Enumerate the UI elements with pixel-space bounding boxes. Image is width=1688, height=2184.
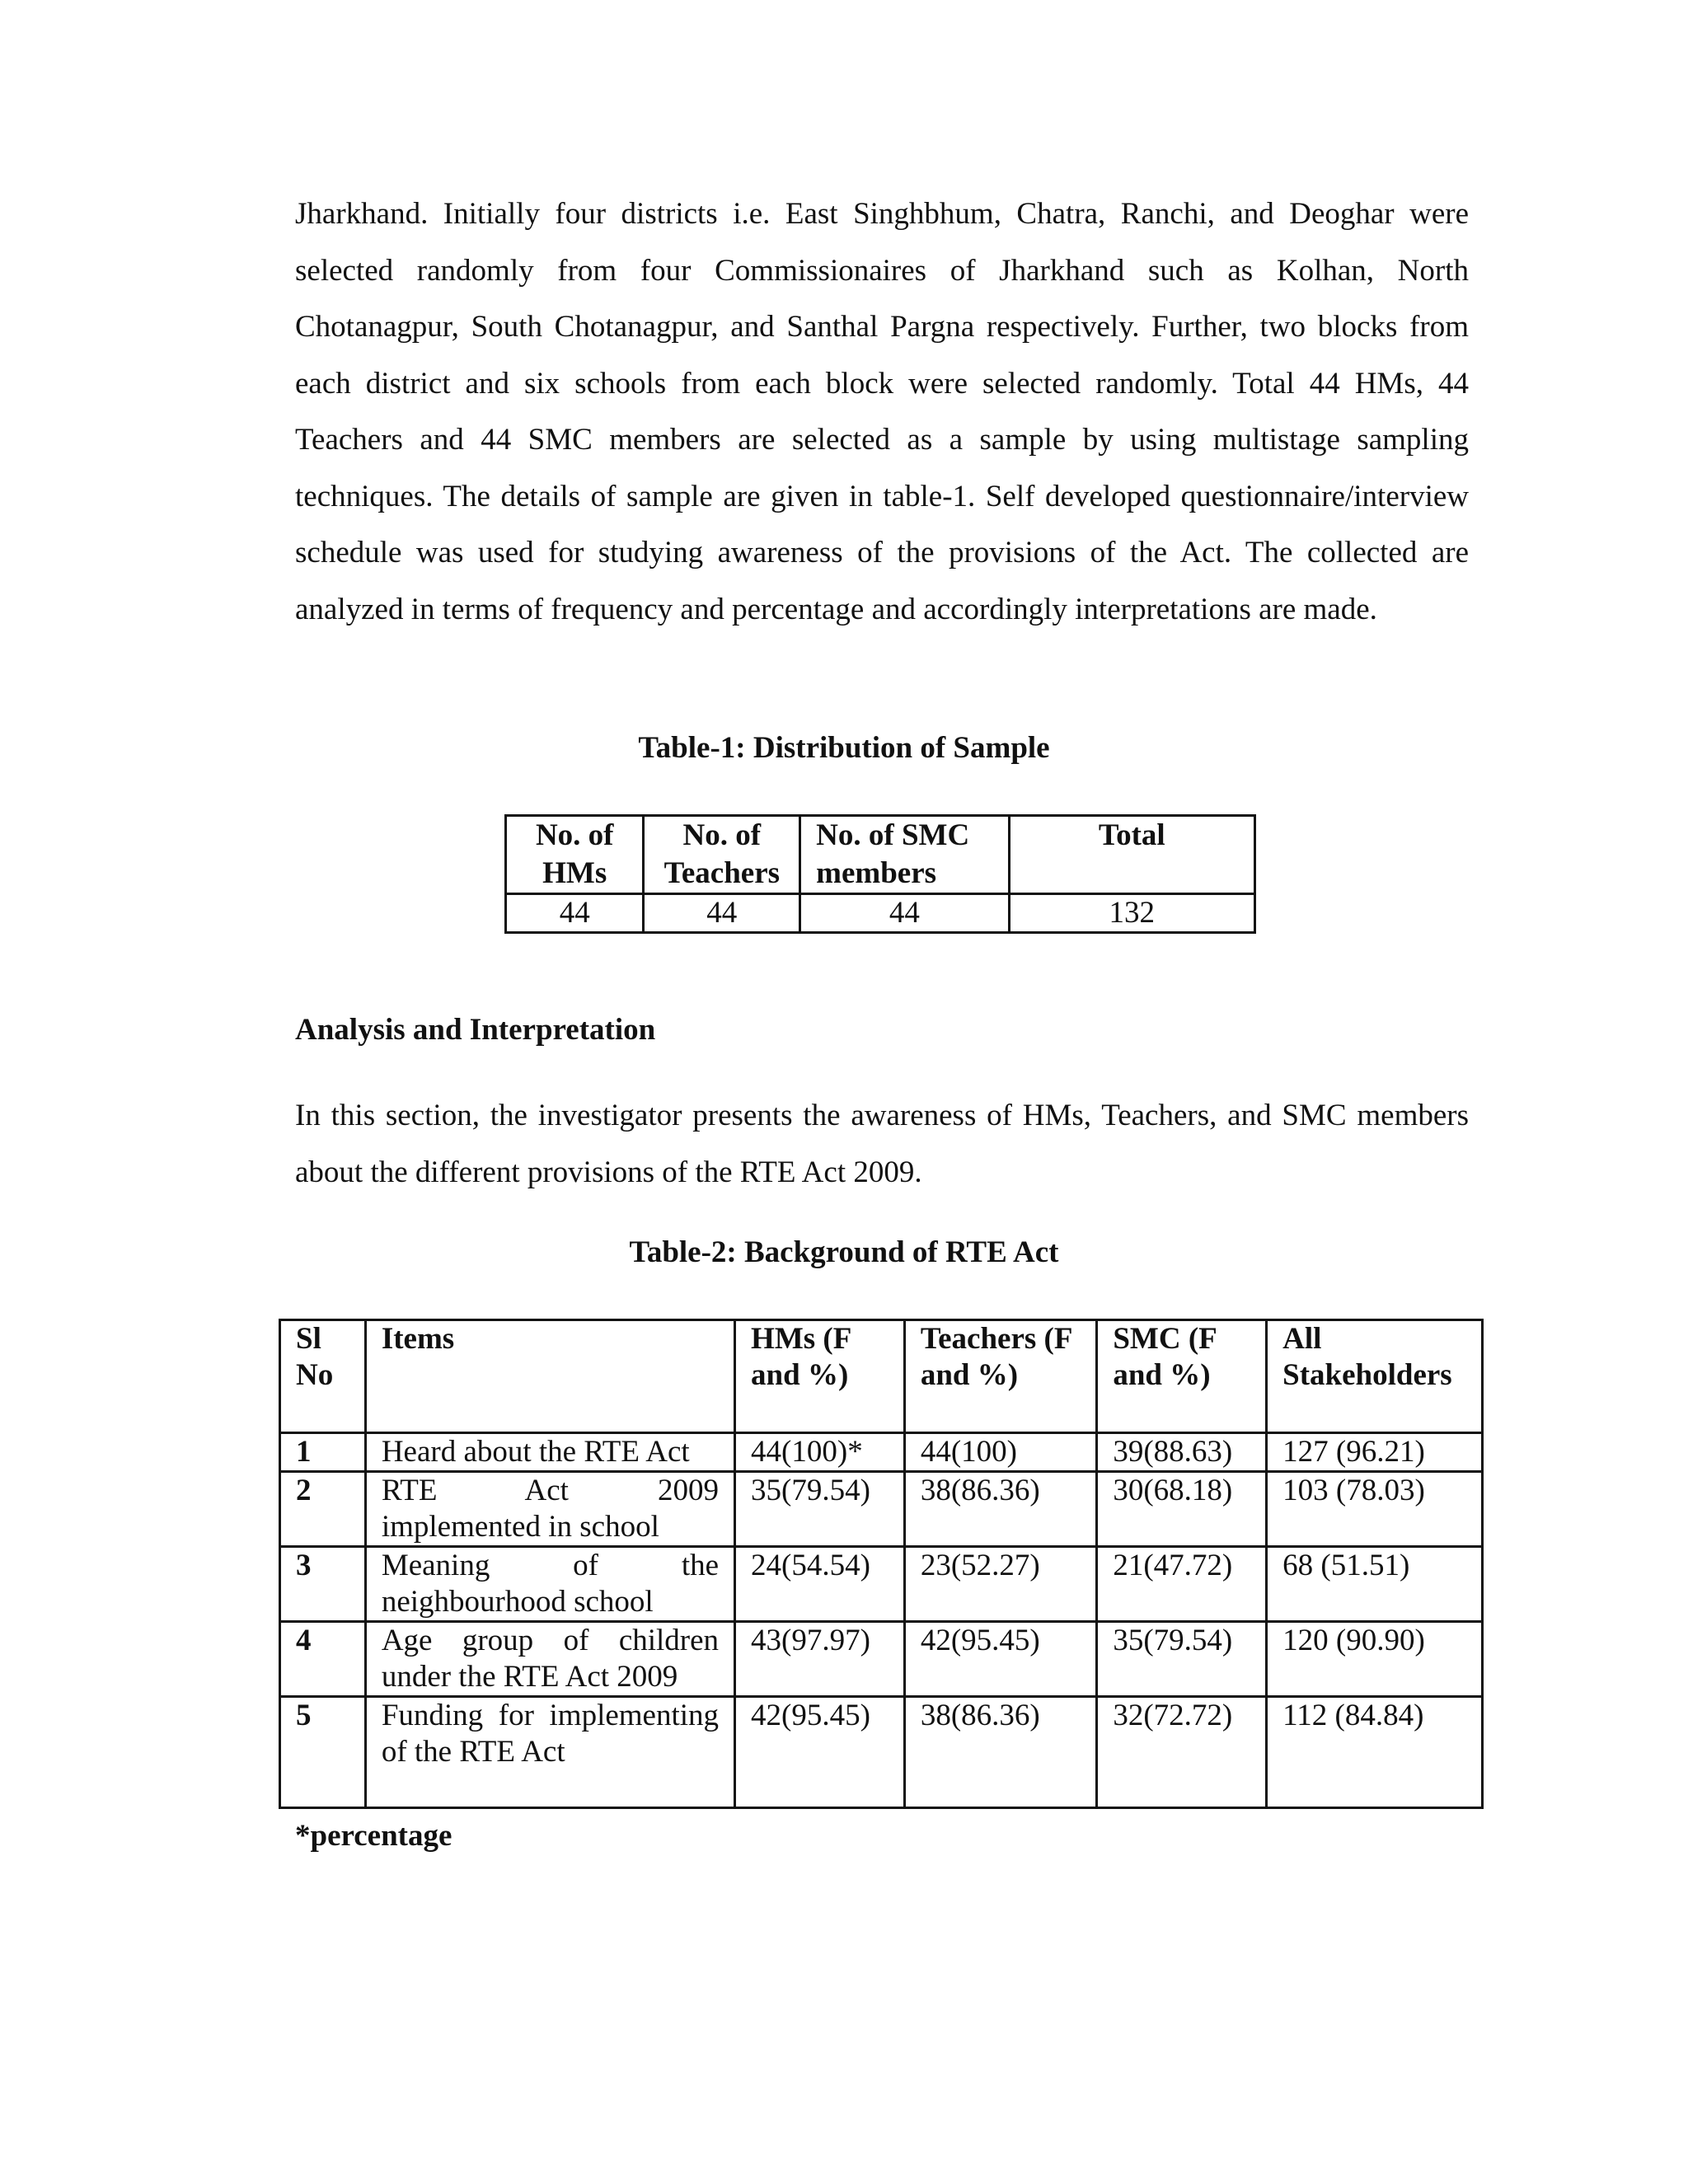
table-row <box>280 1433 1483 1472</box>
table-cell: 103 (78.03) <box>1267 1472 1483 1547</box>
table-footnote: *percentage <box>295 1819 452 1853</box>
analysis-paragraph: In this section, the investigator presents the awareness of HMs, Teachers, and SMC members about the different provisions of the RTE Act 2009. <box>295 1099 1469 1189</box>
table-cell: 35(79.54) <box>735 1472 905 1547</box>
table-cell: 132 <box>1009 894 1254 933</box>
table-cell: 23(52.27) <box>904 1547 1097 1622</box>
table-header-row <box>280 1320 1483 1433</box>
table-cell: 44(100)* <box>735 1433 905 1472</box>
table-cell: 30(68.18) <box>1097 1472 1267 1547</box>
table-header-cell: No. of HMs <box>506 816 644 894</box>
table-header-cell: SMC (F and %) <box>1097 1320 1267 1433</box>
table-header-cell: No. of Teachers <box>644 816 800 894</box>
table-header-cell: All Stakeholders <box>1267 1320 1483 1433</box>
table-cell: 120 (90.90) <box>1267 1622 1483 1697</box>
table-cell: Funding for implementing of the RTE Act <box>365 1697 734 1808</box>
table-cell: 42(95.45) <box>735 1697 905 1808</box>
table-cell: 38(86.36) <box>904 1697 1097 1808</box>
table-cell: 35(79.54) <box>1097 1622 1267 1697</box>
table-cell: 43(97.97) <box>735 1622 905 1697</box>
table-header-row <box>506 816 1255 894</box>
table-cell: Heard about the RTE Act <box>365 1433 734 1472</box>
table-cell: Age group of children under the RTE Act 2009 <box>365 1622 734 1697</box>
rte-background-table <box>279 1319 1484 1809</box>
table-header-cell: No. of SMC members <box>800 816 1009 894</box>
sample-distribution-table <box>504 814 1256 934</box>
table-header-cell: Items <box>365 1320 734 1433</box>
table-cell: 38(86.36) <box>904 1472 1097 1547</box>
table-cell: 44 <box>800 894 1009 933</box>
table-cell: 39(88.63) <box>1097 1433 1267 1472</box>
table-header-cell: HMs (F and %) <box>735 1320 905 1433</box>
table-cell: 68 (51.51) <box>1267 1547 1483 1622</box>
table-cell: 42(95.45) <box>904 1622 1097 1697</box>
table-cell: 112 (84.84) <box>1267 1697 1483 1808</box>
table2-caption: Table-2: Background of RTE Act <box>629 1235 1059 1269</box>
table-row <box>280 1547 1483 1622</box>
table-cell: 24(54.54) <box>735 1547 905 1622</box>
table-cell: 44(100) <box>904 1433 1097 1472</box>
table1-caption: Table-1: Distribution of Sample <box>638 731 1050 765</box>
table-header-cell: Total <box>1009 816 1254 894</box>
table-cell: 2 <box>280 1472 366 1547</box>
table-header-cell: Sl No <box>280 1320 366 1433</box>
table-cell: 44 <box>506 894 644 933</box>
table-cell: 44 <box>644 894 800 933</box>
table-cell: 4 <box>280 1622 366 1697</box>
table-row <box>280 1472 1483 1547</box>
table-cell: 21(47.72) <box>1097 1547 1267 1622</box>
intro-paragraph: Jharkhand. Initially four districts i.e. East Singhbhum, Chatra, Ranchi, and Deoghar were selected randomly from four Commissionaires of Jharkhand such as Kolhan, North Chotanagpur, South Chotanagpur, and Santhal Pargna respectively. Further, two blocks from each district and six schools from each block were selected randomly. Total 44 HMs, 44 Teachers and 44 SMC members are selected as a sample by using multistage sampling techniques. The details of sample are given in table-1. Self developed questionnaire/interview schedule was used for studying awareness of the provisions of the Act. The collected are analyzed in terms of frequency and percentage and accordingly interpretations are made. <box>295 197 1469 626</box>
table-cell: 3 <box>280 1547 366 1622</box>
table-cell: 5 <box>280 1697 366 1808</box>
section-heading: Analysis and Interpretation <box>295 1013 656 1047</box>
table-cell: Meaning of the neighbourhood school <box>365 1547 734 1622</box>
table-cell: 127 (96.21) <box>1267 1433 1483 1472</box>
table-row <box>280 1622 1483 1697</box>
table-cell: 1 <box>280 1433 366 1472</box>
table-cell: 32(72.72) <box>1097 1697 1267 1808</box>
table-row <box>280 1697 1483 1808</box>
table-cell: RTE Act 2009 implemented in school <box>365 1472 734 1547</box>
table-row <box>506 894 1255 933</box>
table-header-cell: Teachers (F and %) <box>904 1320 1097 1433</box>
